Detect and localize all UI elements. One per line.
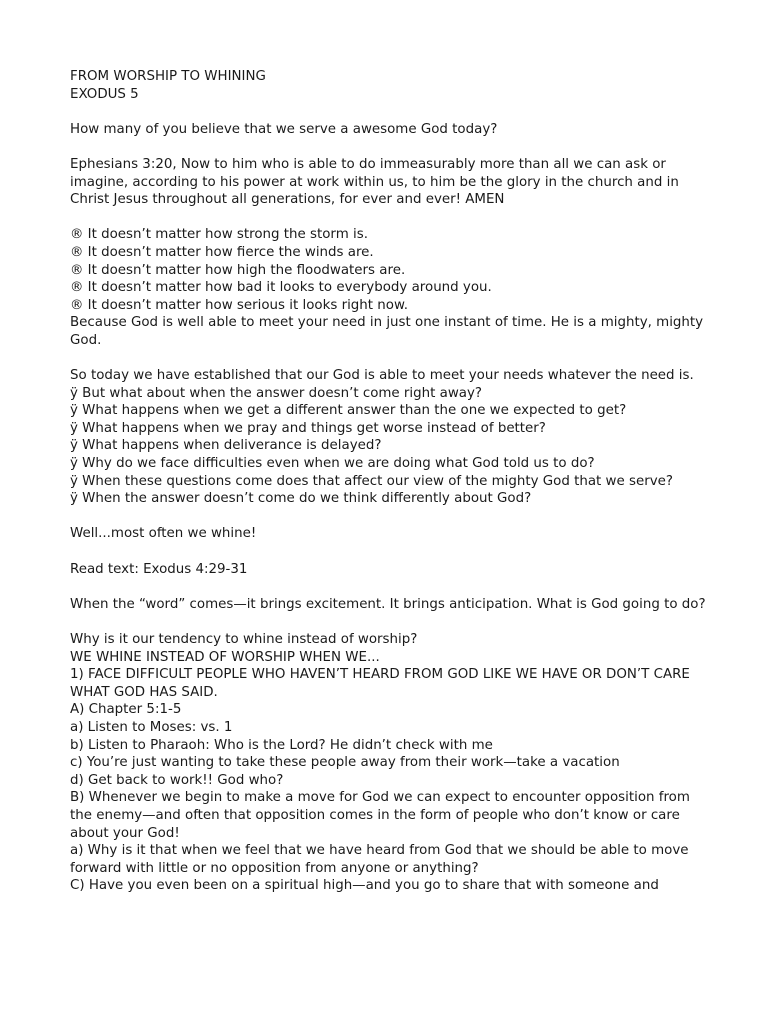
outline-line: a) Why is it that when we feel that we have heard from God that we should be able to move forward with little or no opposition from anyone or anything?: [70, 843, 689, 876]
question-item: ÿ What happens when we get a different answer than the one we expected to get?: [70, 403, 627, 419]
outline-line: Why is it our tendency to whine instead of worship?: [70, 632, 418, 647]
storm-list-item: ® It doesn’t matter how high the floodwaters are.: [70, 262, 406, 278]
document-title: FROM WORSHIP TO WHINING: [70, 69, 266, 84]
spacer: [70, 138, 710, 156]
storm-list-item: ® It doesn’t matter how bad it looks to everybody around you.: [70, 280, 492, 296]
outline-line: a) Listen to Moses: vs. 1: [70, 719, 233, 735]
spacer: [70, 613, 710, 631]
established-paragraph: So today we have established that our God is able to meet your needs whatever the need is.: [70, 368, 694, 384]
mighty-god-paragraph: Because God is well able to meet your need in just one instant of time. He is a mighty, mighty God.: [70, 315, 704, 348]
whine-line: Well...most often we whine!: [70, 526, 257, 542]
spacer: [70, 508, 710, 526]
outline-line: d) Get back to work!! God who?: [70, 772, 284, 788]
storm-list-item: ® It doesn’t matter how strong the storm is.: [70, 227, 368, 243]
question-item: ÿ Why do we face difficulties even when we are doing what God told us to do?: [70, 456, 595, 472]
spacer: [70, 350, 710, 368]
outline-line: WE WHINE INSTEAD OF WORSHIP WHEN WE...: [70, 649, 380, 665]
storm-list: [70, 226, 710, 314]
storm-list-item: ® It doesn’t matter how fierce the winds are.: [70, 244, 374, 260]
spacer: [70, 543, 710, 561]
outline-line: C) Have you even been on a spiritual high—and you go to share that with someone and: [70, 878, 659, 894]
spacer: [70, 103, 710, 121]
ephesians-verse: Ephesians 3:20, Now to him who is able to do immeasurably more than all we can ask or imagine, according to his power at work within us, to him be the glory in the church and in Christ Jesus throughout all generations, for ever and ever! AMEN: [70, 156, 679, 208]
word-comes-paragraph: When the “word” comes—it brings excitement. It brings anticipation. What is God going to do?: [70, 596, 706, 612]
question-item: ÿ When the answer doesn’t come do we think differently about God?: [70, 491, 532, 507]
outline-line: A) Chapter 5:1-5: [70, 702, 182, 718]
outline-line: 1) FACE DIFFICULT PEOPLE WHO HAVEN’T HEARD FROM GOD LIKE WE HAVE OR DON’T CARE WHAT GOD HAS SAID.: [70, 667, 690, 700]
sermon-text: [70, 68, 710, 895]
spacer: [70, 578, 710, 596]
sermon-outline: [70, 631, 710, 895]
storm-list-item: ® It doesn’t matter how serious it looks right now.: [70, 297, 408, 313]
read-text-line: Read text: Exodus 4:29-31: [70, 561, 248, 577]
outline-line: B) Whenever we begin to make a move for God we can expect to encounter opposition from the enemy—and often that opposition comes in the form of people who don’t know or care about your God!: [70, 790, 690, 841]
question-list: [70, 385, 710, 508]
intro-question: How many of you believe that we serve a awesome God today?: [70, 121, 498, 137]
outline-line: c) You’re just wanting to take these people away from their work—take a vacation: [70, 755, 620, 771]
spacer: [70, 209, 710, 227]
question-item: ÿ But what about when the answer doesn’t come right away?: [70, 385, 483, 401]
scripture-reference: EXODUS 5: [70, 86, 139, 102]
question-item: ÿ What happens when we pray and things get worse instead of better?: [70, 420, 546, 436]
question-item: ÿ What happens when deliverance is delayed?: [70, 438, 382, 454]
outline-line: b) Listen to Pharaoh: Who is the Lord? He didn’t check with me: [70, 737, 493, 753]
question-item: ÿ When these questions come does that affect our view of the mighty God that we serve?: [70, 473, 673, 489]
